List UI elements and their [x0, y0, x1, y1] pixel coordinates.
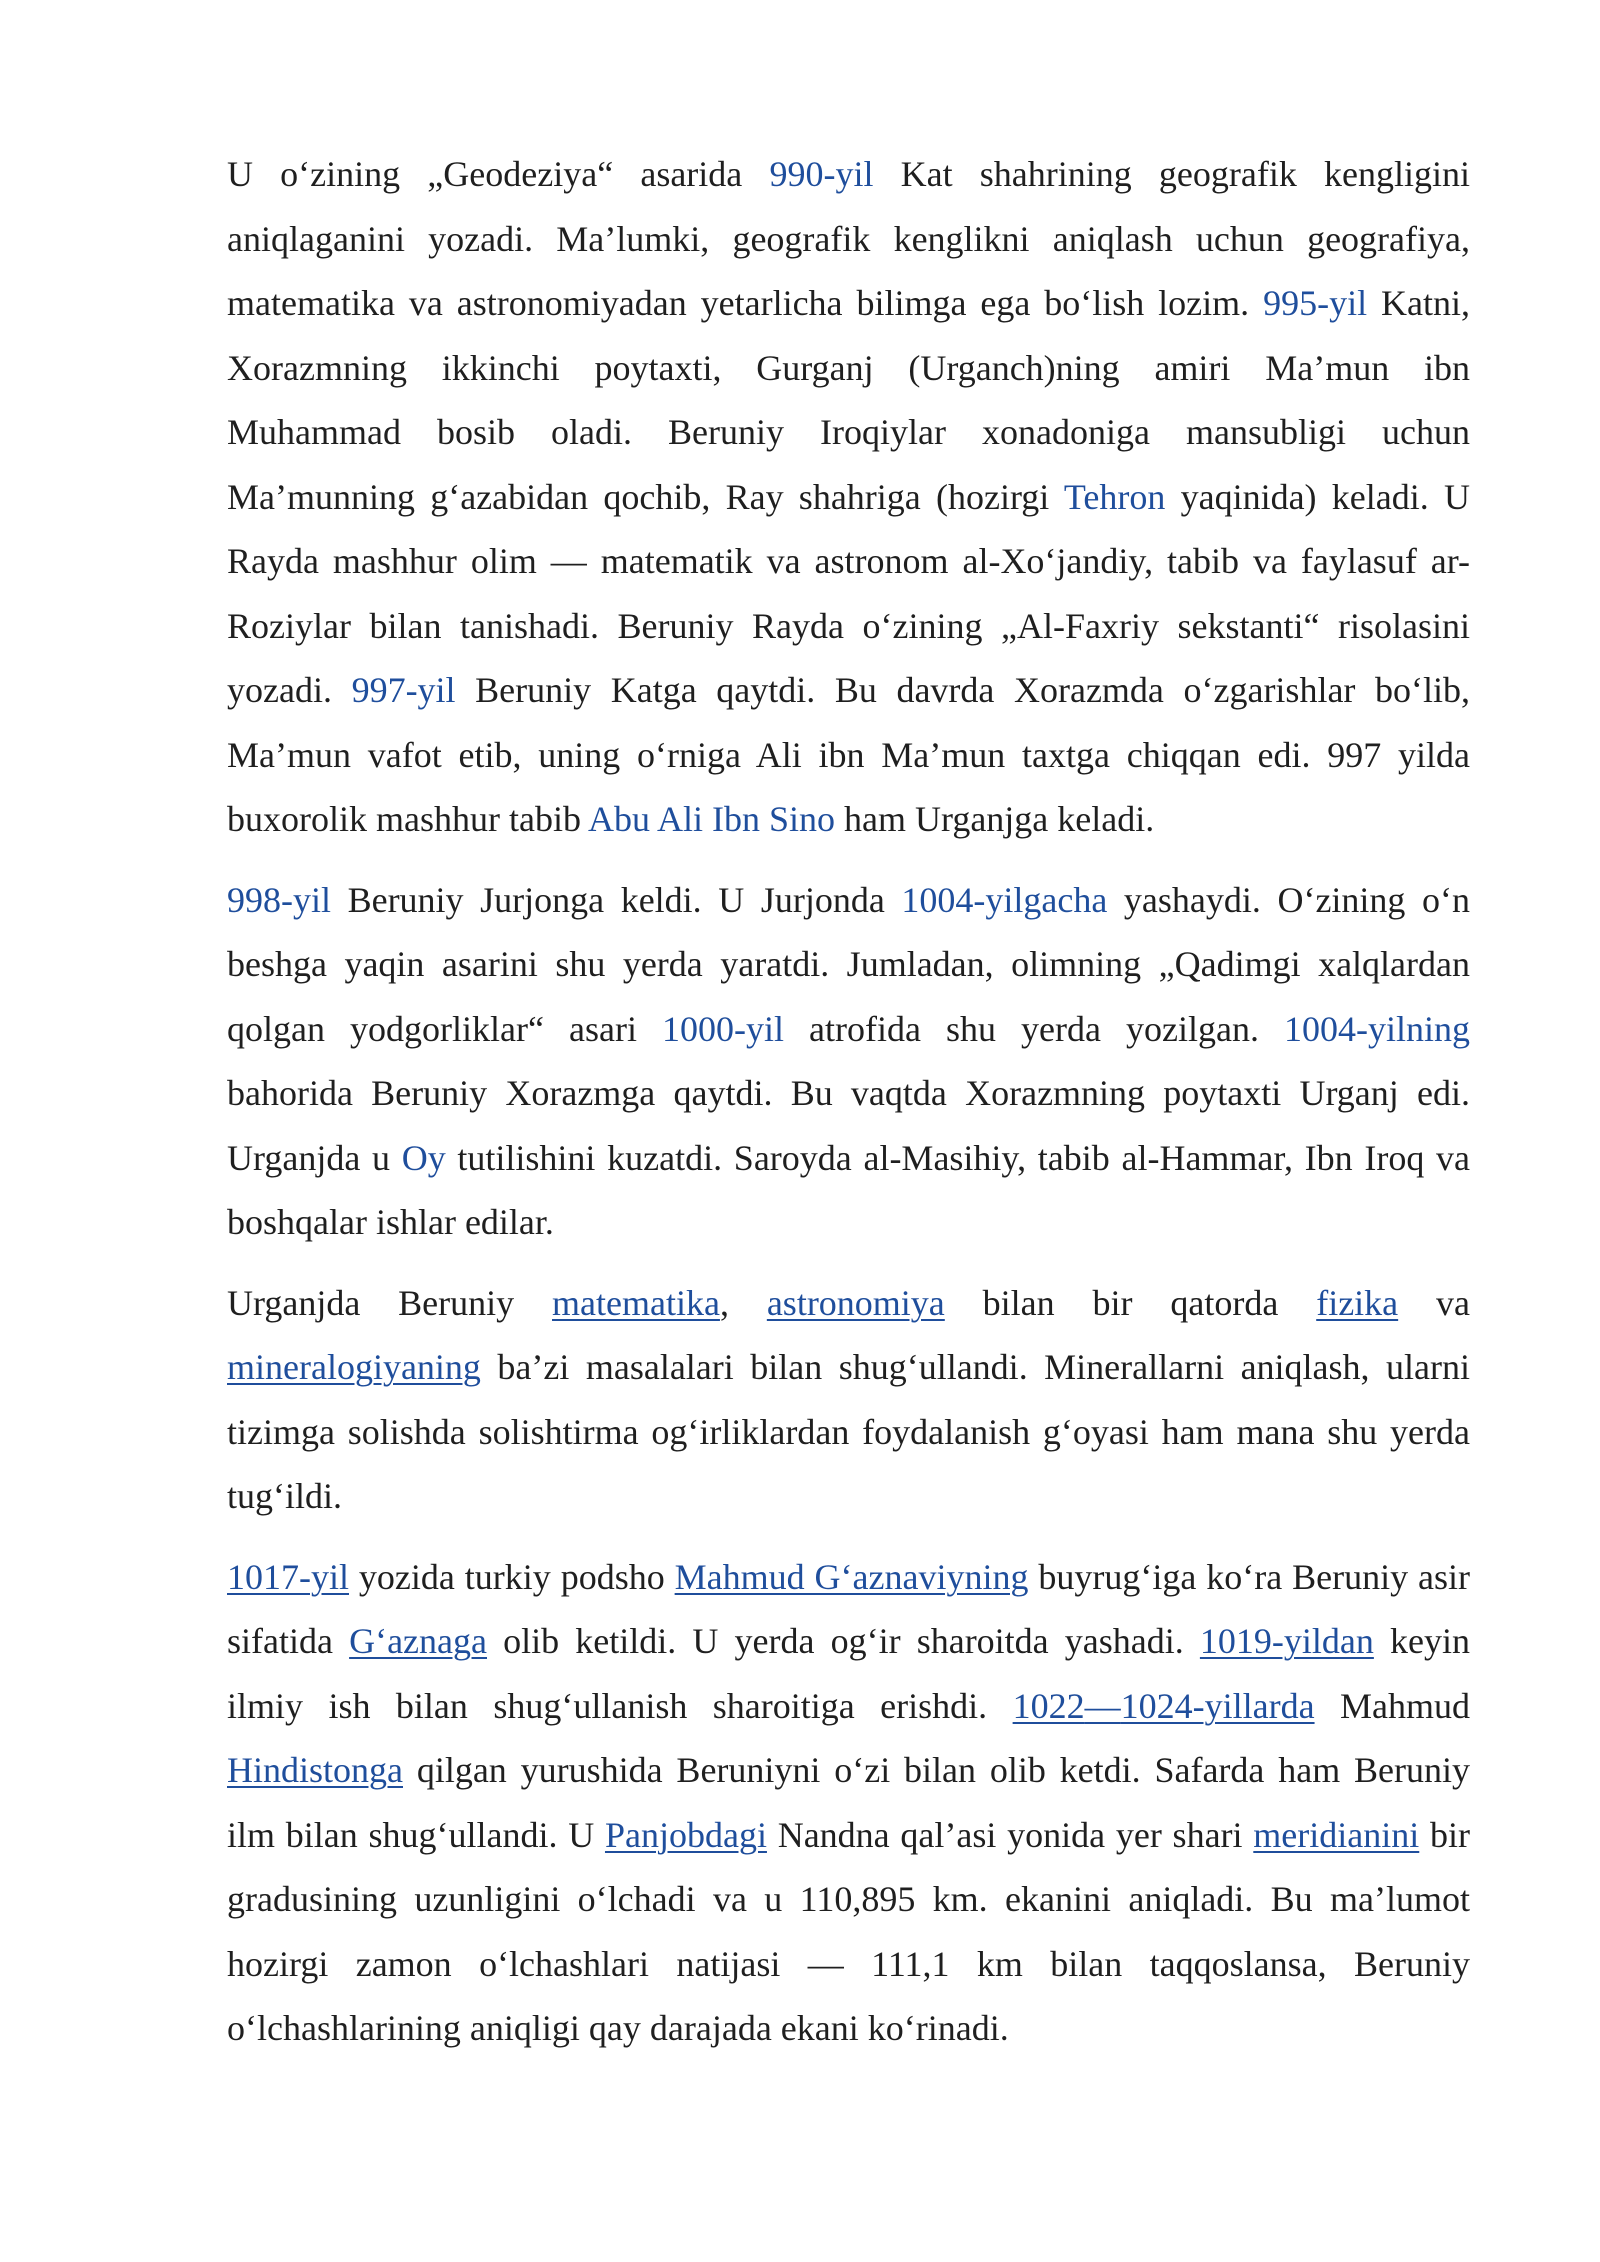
paragraph-2 [227, 868, 1470, 1255]
link-1024-yillarda[interactable]: 1024-yillarda [1120, 1685, 1315, 1726]
link-1000-yil[interactable]: 1000-yil [661, 1008, 784, 1049]
text-run: bilan bir qatorda [944, 1282, 1317, 1323]
link-mineralogiyaning[interactable]: mineralogiyaning [227, 1347, 481, 1387]
link-995-yil[interactable]: 995-yil [1263, 283, 1368, 323]
text-run: Kat shahrining geografik kengligini aniqlaganini yozadi. Ma’lumki, geografik kenglikni aniqlash uchun geografiya, matematika va astronomiyadan yetarlicha bilimga ega bo‘lish lozim. [227, 154, 1470, 323]
paragraph-1 [227, 142, 1470, 852]
text-run: Katni, Xorazmning ikkinchi poytaxti, Gurganj (Urganch)ning amiri Ma’mun ibn Muhammad bosib oladi. Beruniy Iroqiylar xonadoniga mansubligi uchun Ma’munning g‘azabidan qochib, Ray shahriga (hozirgi [227, 283, 1470, 517]
text-run: ba’zi masalalari bilan shug‘ullandi. Minerallarni aniqlash, ularni tizimga solishda solishtirma og‘irliklardan foydalanish g‘oyasi ham mana shu yerda tug‘ildi. [227, 1347, 1470, 1516]
text-run: yozida turkiy podsho [349, 1556, 675, 1597]
link-gaznaga[interactable]: G‘aznaga [349, 1621, 487, 1661]
link-tehron[interactable]: Tehron [1063, 476, 1166, 517]
text-run: olib ketildi. U yerda og‘ir sharoitda yashadi. [487, 1621, 1200, 1661]
text-run: Urganjda Beruniy [227, 1282, 553, 1323]
text-run: buyrug‘iga ko‘ra Beruniy asir sifatida [227, 1556, 1470, 1661]
document-page [227, 142, 1470, 2077]
text-run: va [1398, 1282, 1471, 1323]
link-mahmud-gaznaviyning[interactable]: Mahmud G‘aznaviyning [674, 1556, 1029, 1597]
link-astronomiya[interactable]: astronomiya [766, 1282, 945, 1323]
text-run: bir gradusining uzunligini o‘lchadi va u 110,895 km. ekanini aniqladi. Bu ma’lumot hozirgi zamon o‘lchashlari natijasi — 111,1 km bilan taqqoslansa, Beruniy o‘lchashlarining aniqligi qay darajada ekani ko‘rinadi. [227, 1814, 1471, 2048]
text-run: yashaydi. O‘zining o‘n beshga yaqin asarini shu yerda yaratdi. Jumladan, olimning „Qadimgi xalqlardan qolgan yodgorliklar“ asari [227, 879, 1470, 1049]
link-997-yil[interactable]: 997-yil [351, 670, 456, 710]
link-hindistonga[interactable]: Hindistonga [227, 1750, 403, 1790]
text-run: qilgan yurushida Beruniyni o‘zi bilan olib ketdi. Safarda ham Beruniy ilm bilan shug‘ullandi. U [227, 1750, 1470, 1855]
text-run: Beruniy Katga qaytdi. Bu davrda Xorazmda o‘zgarishlar bo‘lib, Ma’mun vafot etib, uning o‘rniga Ali ibn Ma’mun taxtga chiqqan edi. 997 yilda buxorolik mashhur tabib [227, 670, 1470, 839]
link-1022[interactable]: 1022 [1012, 1685, 1085, 1726]
text-run: bahorida Beruniy Xorazmga qaytdi. Bu vaqtda Xorazmning poytaxti Urganj edi. Urganjda u [227, 1073, 1470, 1178]
link-dash[interactable]: — [1084, 1685, 1121, 1726]
text-run: Beruniy Jurjonga keldi. U Jurjonda [331, 879, 902, 920]
text-run: U o‘zining „Geodeziya“ asarida [227, 154, 770, 194]
text-run: yaqinida) keladi. U Rayda mashhur olim — matematik va astronom al-Xo‘jandiy, tabib va faylasuf ar-Roziylar bilan tanishadi. Beruniy Rayda o‘zining „Al-Faxriy sekstanti“ risolasini yozadi. [227, 476, 1470, 710]
text-run: , [719, 1282, 767, 1323]
link-panjobdagi[interactable]: Panjobdagi [604, 1814, 767, 1855]
link-990-yil[interactable]: 990-yil [769, 154, 874, 194]
text-run: atrofida shu yerda yozilgan. [783, 1008, 1284, 1049]
text-run: Nandna qal’asi yonida yer shari [766, 1814, 1254, 1855]
link-abu-ali-ibn-sino[interactable]: Abu Ali Ibn Sino [587, 799, 835, 839]
link-1004-yilning[interactable]: 1004-yilning [1284, 1008, 1470, 1049]
link-998-yil[interactable]: 998-yil [227, 879, 331, 920]
link-meridianini[interactable]: meridianini [1253, 1814, 1420, 1855]
link-1017-yil[interactable]: 1017-yil [227, 1556, 349, 1597]
link-1019-yildan[interactable]: 1019-yildan [1199, 1621, 1374, 1661]
link-matematika[interactable]: matematika [552, 1282, 720, 1323]
link-fizika[interactable]: fizika [1316, 1282, 1399, 1323]
link-1004-yilgacha[interactable]: 1004-yilgacha [901, 879, 1108, 920]
paragraph-4 [227, 1545, 1470, 2061]
text-run: ham Urganjga keladi. [835, 799, 1155, 839]
text-run: Mahmud [1314, 1685, 1470, 1726]
text-run: tutilishini kuzatdi. Saroyda al-Masihiy, tabib al-Hammar, Ibn Iroq va boshqalar ishlar edilar. [227, 1137, 1471, 1242]
paragraph-3 [227, 1271, 1470, 1529]
text-run: keyin ilmiy ish bilan shug‘ullanish sharoitiga erishdi. [227, 1621, 1470, 1726]
link-oy[interactable]: Oy [401, 1137, 446, 1178]
